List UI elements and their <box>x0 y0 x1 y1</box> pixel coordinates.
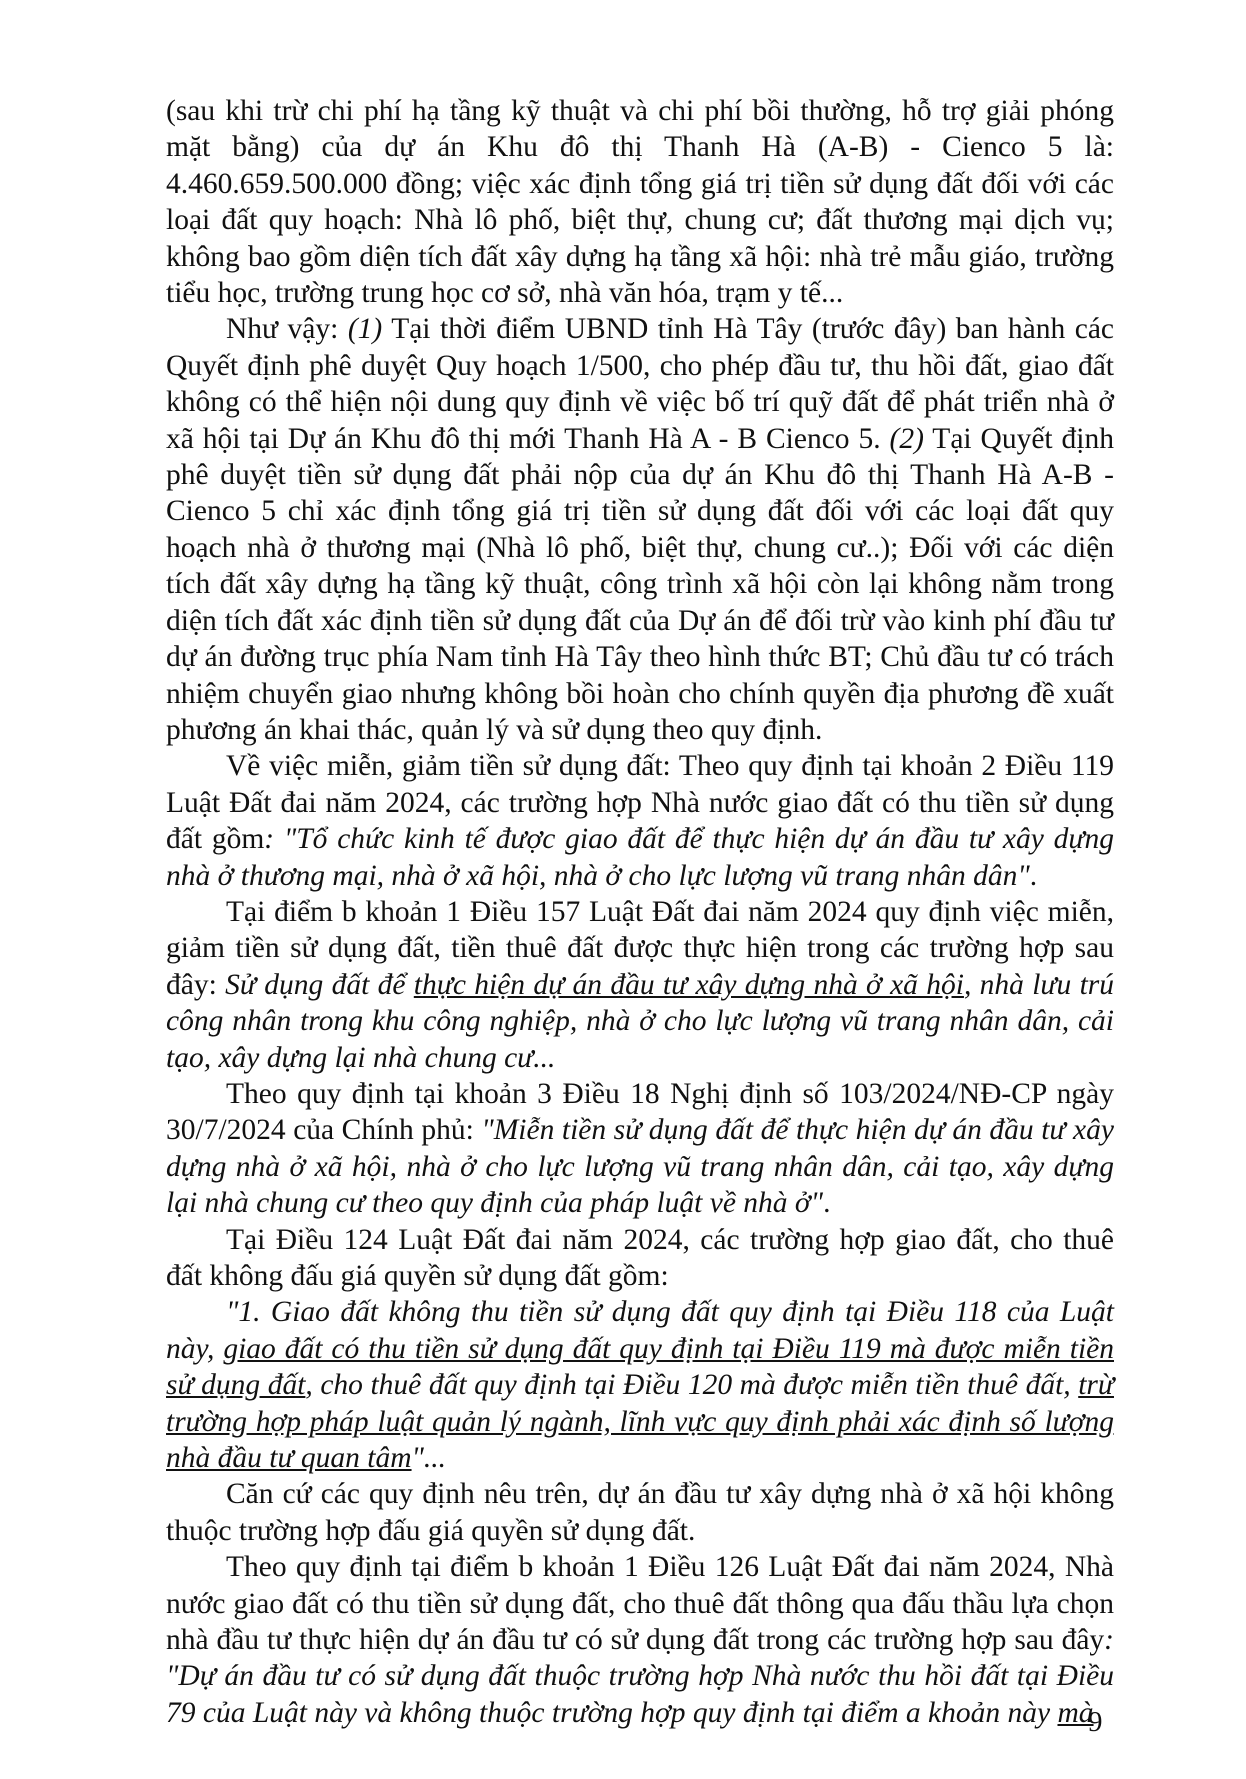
quoted-text: "1. Giao đất không thu tiền sử dụng đất quy định tại Điều 118 của Luật này, <box>166 1296 1114 1365</box>
text-run: Tại Quyết định phê duyệt tiền sử dụng đất phải nộp của dự án Khu đô thị Thanh Hà A-B - Cienco 5 chỉ xác định tổng giá trị tiền sử dụng đất đối với các loại đất quy hoạch nhà ở thương mại (Nhà lô phố, biệt thự, chung cư..); Đối với các diện tích đất xây dựng hạ tầng kỹ thuật, công trình xã hội còn lại không nằm trong diện tích đất xác định tiền sử dụng đất của Dự án để đối trừ vào kinh phí đầu tư dự án đường trục phía Nam tỉnh Hà Tây theo hình thức BT; Chủ đầu tư có trách nhiệm chuyển giao nhưng không bồi hoàn cho chính quyền địa phương đề xuất phương án khai thác, quản lý và sử dụng theo quy định. <box>166 422 1114 746</box>
quoted-text: Sử dụng đất để <box>225 968 414 1001</box>
paragraph-5 <box>166 1076 1114 1222</box>
paragraph-9 <box>166 1549 1114 1731</box>
text-run: Theo quy định tại điểm b khoản 1 Điều 126 Luật Đất đai năm 2024, Nhà nước giao đất có thu tiền sử dụng đất, cho thuê đất thông qua đấu thầu lựa chọn nhà đầu tư thực hiện dự án đầu tư có sử dụng đất trong các trường hợp sau đây <box>166 1551 1114 1657</box>
underlined-quoted-text: mà <box>1057 1696 1094 1729</box>
quoted-text: : "Tổ chức kinh tế được giao đất để thực hiện dự án đầu tư xây dựng nhà ở thương mại, nhà ở xã hội, nhà ở cho lực lượng vũ trang nhân dân" <box>166 823 1114 892</box>
text-run: . <box>1029 859 1038 892</box>
text-run: Về việc miễn, giảm tiền sử dụng đất: Theo quy định tại khoản 2 Điều 119 Luật Đất đai năm 2024, các trường hợp Nhà nước giao đất có thu tiền sử dụng đất gồm <box>166 750 1114 856</box>
underlined-quoted-text: thực hiện dự án đầu tư xây dựng nhà ở xã hội <box>413 968 964 1001</box>
paragraph-2 <box>166 311 1114 748</box>
text-run: Tại điểm b khoản 1 Điều 157 Luật Đất đai năm 2024 quy định việc miễn, giảm tiền sử dụng đất, tiền thuê đất được thực hiện trong các trường hợp sau đây: <box>166 895 1114 1001</box>
quoted-text: "... <box>411 1442 447 1475</box>
text-run: Theo quy định tại khoản 3 Điều 18 Nghị định số 103/2024/NĐ-CP ngày 30/7/2024 của Chính phủ: <box>166 1077 1114 1147</box>
underlined-quoted-text: trừ trường hợp pháp luật quản lý ngành, lĩnh vực quy định phải xác định số lượng nhà đầu tư quan tâm <box>166 1369 1114 1475</box>
text-run: . <box>823 1187 831 1220</box>
text-run: Như vậy: <box>226 313 348 346</box>
page-number: 9 <box>1088 1706 1103 1738</box>
paragraph-4 <box>166 894 1114 1076</box>
underlined-quoted-text: giao đất có thu tiền sử dụng đất quy định tại Điều 119 mà được miễn tiền sử dụng đất <box>166 1332 1114 1402</box>
paragraph-7-quote <box>166 1294 1114 1476</box>
text-run: Tại thời điểm UBND tỉnh Hà Tây (trước đây) ban hành các Quyết định phê duyệt Quy hoạch 1/500, cho phép đầu tư, thu hồi đất, giao đất không có thể hiện nội dung quy định về việc bố trí quỹ đất để phát triển nhà ở xã hội tại Dự án Khu đô thị mới Thanh Hà A - B Cienco 5. <box>166 313 1114 455</box>
paragraph-8: Căn cứ các quy định nêu trên, dự án đầu tư xây dựng nhà ở xã hội không thuộc trường hợp đấu giá quyền sử dụng đất. <box>166 1478 1114 1547</box>
document-body <box>166 93 1114 1731</box>
quoted-text: , nhà lưu trú công nhân trong khu công nghiệp, nhà ở cho lực lượng vũ trang nhân dân, cải tạo, xây dựng lại nhà chung cư... <box>166 968 1115 1074</box>
list-marker-2: (2) <box>889 422 924 455</box>
quoted-text: : "Dự án đầu tư có sử dụng đất thuộc trường hợp Nhà nước thu hồi đất tại Điều 79 của Luật này và không thuộc trường hợp quy định tại điểm a khoản này <box>166 1624 1114 1729</box>
paragraph-3 <box>166 748 1114 894</box>
paragraph-1: (sau khi trừ chi phí hạ tầng kỹ thuật và chi phí bồi thường, hỗ trợ giải phóng mặt bằng) của dự án Khu đô thị Thanh Hà (A-B) - Cienco 5 là: 4.460.659.500.000 đồng; việc xác định tổng giá trị tiền sử dụng đất đối với các loại đất quy hoạch: Nhà lô phố, biệt thự, chung cư; đất thương mại dịch vụ; không bao gồm diện tích đất xây dựng hạ tầng xã hội: nhà trẻ mẫu giáo, trường tiểu học, trường trung học cơ sở, nhà văn hóa, trạm y tế... <box>166 95 1114 310</box>
quoted-text: , cho thuê đất quy định tại Điều 120 mà được miễn tiền thuê đất, <box>305 1369 1079 1402</box>
paragraph-6: Tại Điều 124 Luật Đất đai năm 2024, các trường hợp giao đất, cho thuê đất không đấu giá quyền sử dụng đất gồm: <box>166 1223 1114 1292</box>
list-marker-1: (1) <box>347 313 383 346</box>
quoted-text: "Miễn tiền sử dụng đất để thực hiện dự án đầu tư xây dựng nhà ở xã hội, nhà ở cho lực lượng vũ trang nhân dân, cải tạo, xây dựng lại nhà chung cư theo quy định của pháp luật về nhà ở" <box>166 1114 1114 1220</box>
